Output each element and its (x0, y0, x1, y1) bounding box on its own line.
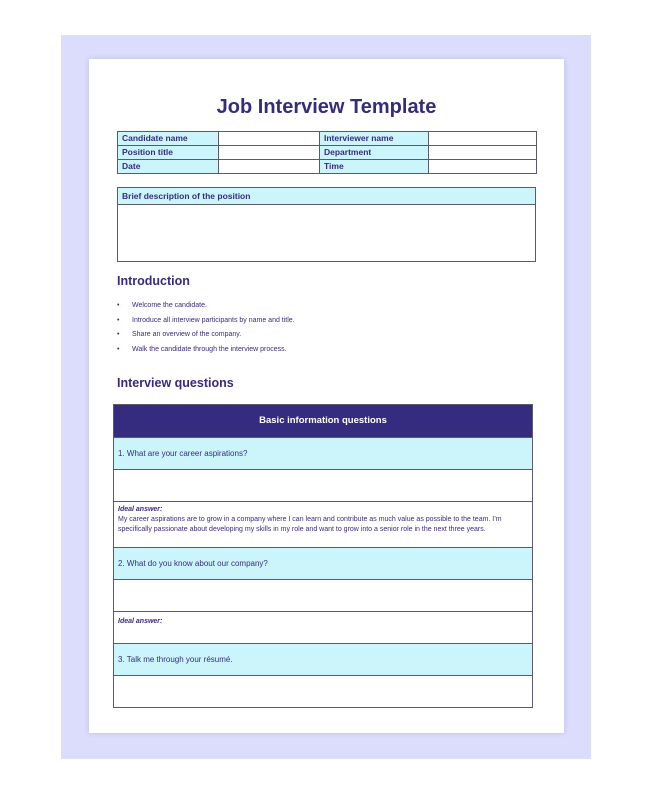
list-item: • Share an overview of the company. (117, 328, 295, 343)
answer-field-2[interactable] (114, 580, 532, 612)
answer-field-1[interactable] (114, 470, 532, 502)
position-description-field[interactable] (118, 205, 535, 261)
position-description-label: Brief description of the position (118, 188, 535, 205)
time-label: Time (320, 160, 429, 174)
candidate-name-field[interactable] (219, 132, 320, 146)
time-field[interactable] (429, 160, 537, 174)
date-label: Date (118, 160, 219, 174)
department-label: Department (320, 146, 429, 160)
table-row (118, 146, 537, 160)
list-item: • Walk the candidate through the interview process. (117, 343, 295, 358)
position-title-label: Position title (118, 146, 219, 160)
question-2: 2. What do you know about our company? (114, 548, 532, 580)
ideal-answer-label: Ideal answer: (118, 618, 163, 625)
ideal-answer-text: My career aspirations are to grow in a company where I can learn and contribute as much value as possible to the team. I’m specifically passionate about developing my skills in my role and want to grow into a senior role in the next three years. (118, 516, 502, 533)
ideal-answer-2 (114, 612, 532, 644)
introduction-heading: Introduction (117, 274, 190, 288)
list-item: • Introduce all interview participants by name and title. (117, 314, 295, 329)
ideal-answer-1 (114, 502, 532, 548)
table-row (118, 160, 537, 174)
table-row (118, 132, 537, 146)
question-1: 1. What are your career aspirations? (114, 438, 532, 470)
document-title: Job Interview Template (216, 96, 437, 118)
department-field[interactable] (429, 146, 537, 160)
position-description-box (117, 187, 536, 262)
question-3: 3. Talk me through your résumé. (114, 644, 532, 676)
interviewer-name-field[interactable] (429, 132, 537, 146)
candidate-name-label: Candidate name (118, 132, 219, 146)
questions-section-title: Basic information questions (114, 405, 532, 438)
list-item: • Welcome the candidate. (117, 299, 295, 314)
answer-field-3[interactable] (114, 676, 532, 707)
candidate-info-table (117, 131, 537, 174)
ideal-answer-label: Ideal answer: (118, 506, 163, 513)
interviewer-name-label: Interviewer name (320, 132, 429, 146)
date-field[interactable] (219, 160, 320, 174)
interview-questions-heading: Interview questions (117, 376, 234, 390)
document-page (89, 59, 564, 733)
position-title-field[interactable] (219, 146, 320, 160)
questions-table (113, 404, 533, 708)
introduction-list (117, 299, 295, 357)
